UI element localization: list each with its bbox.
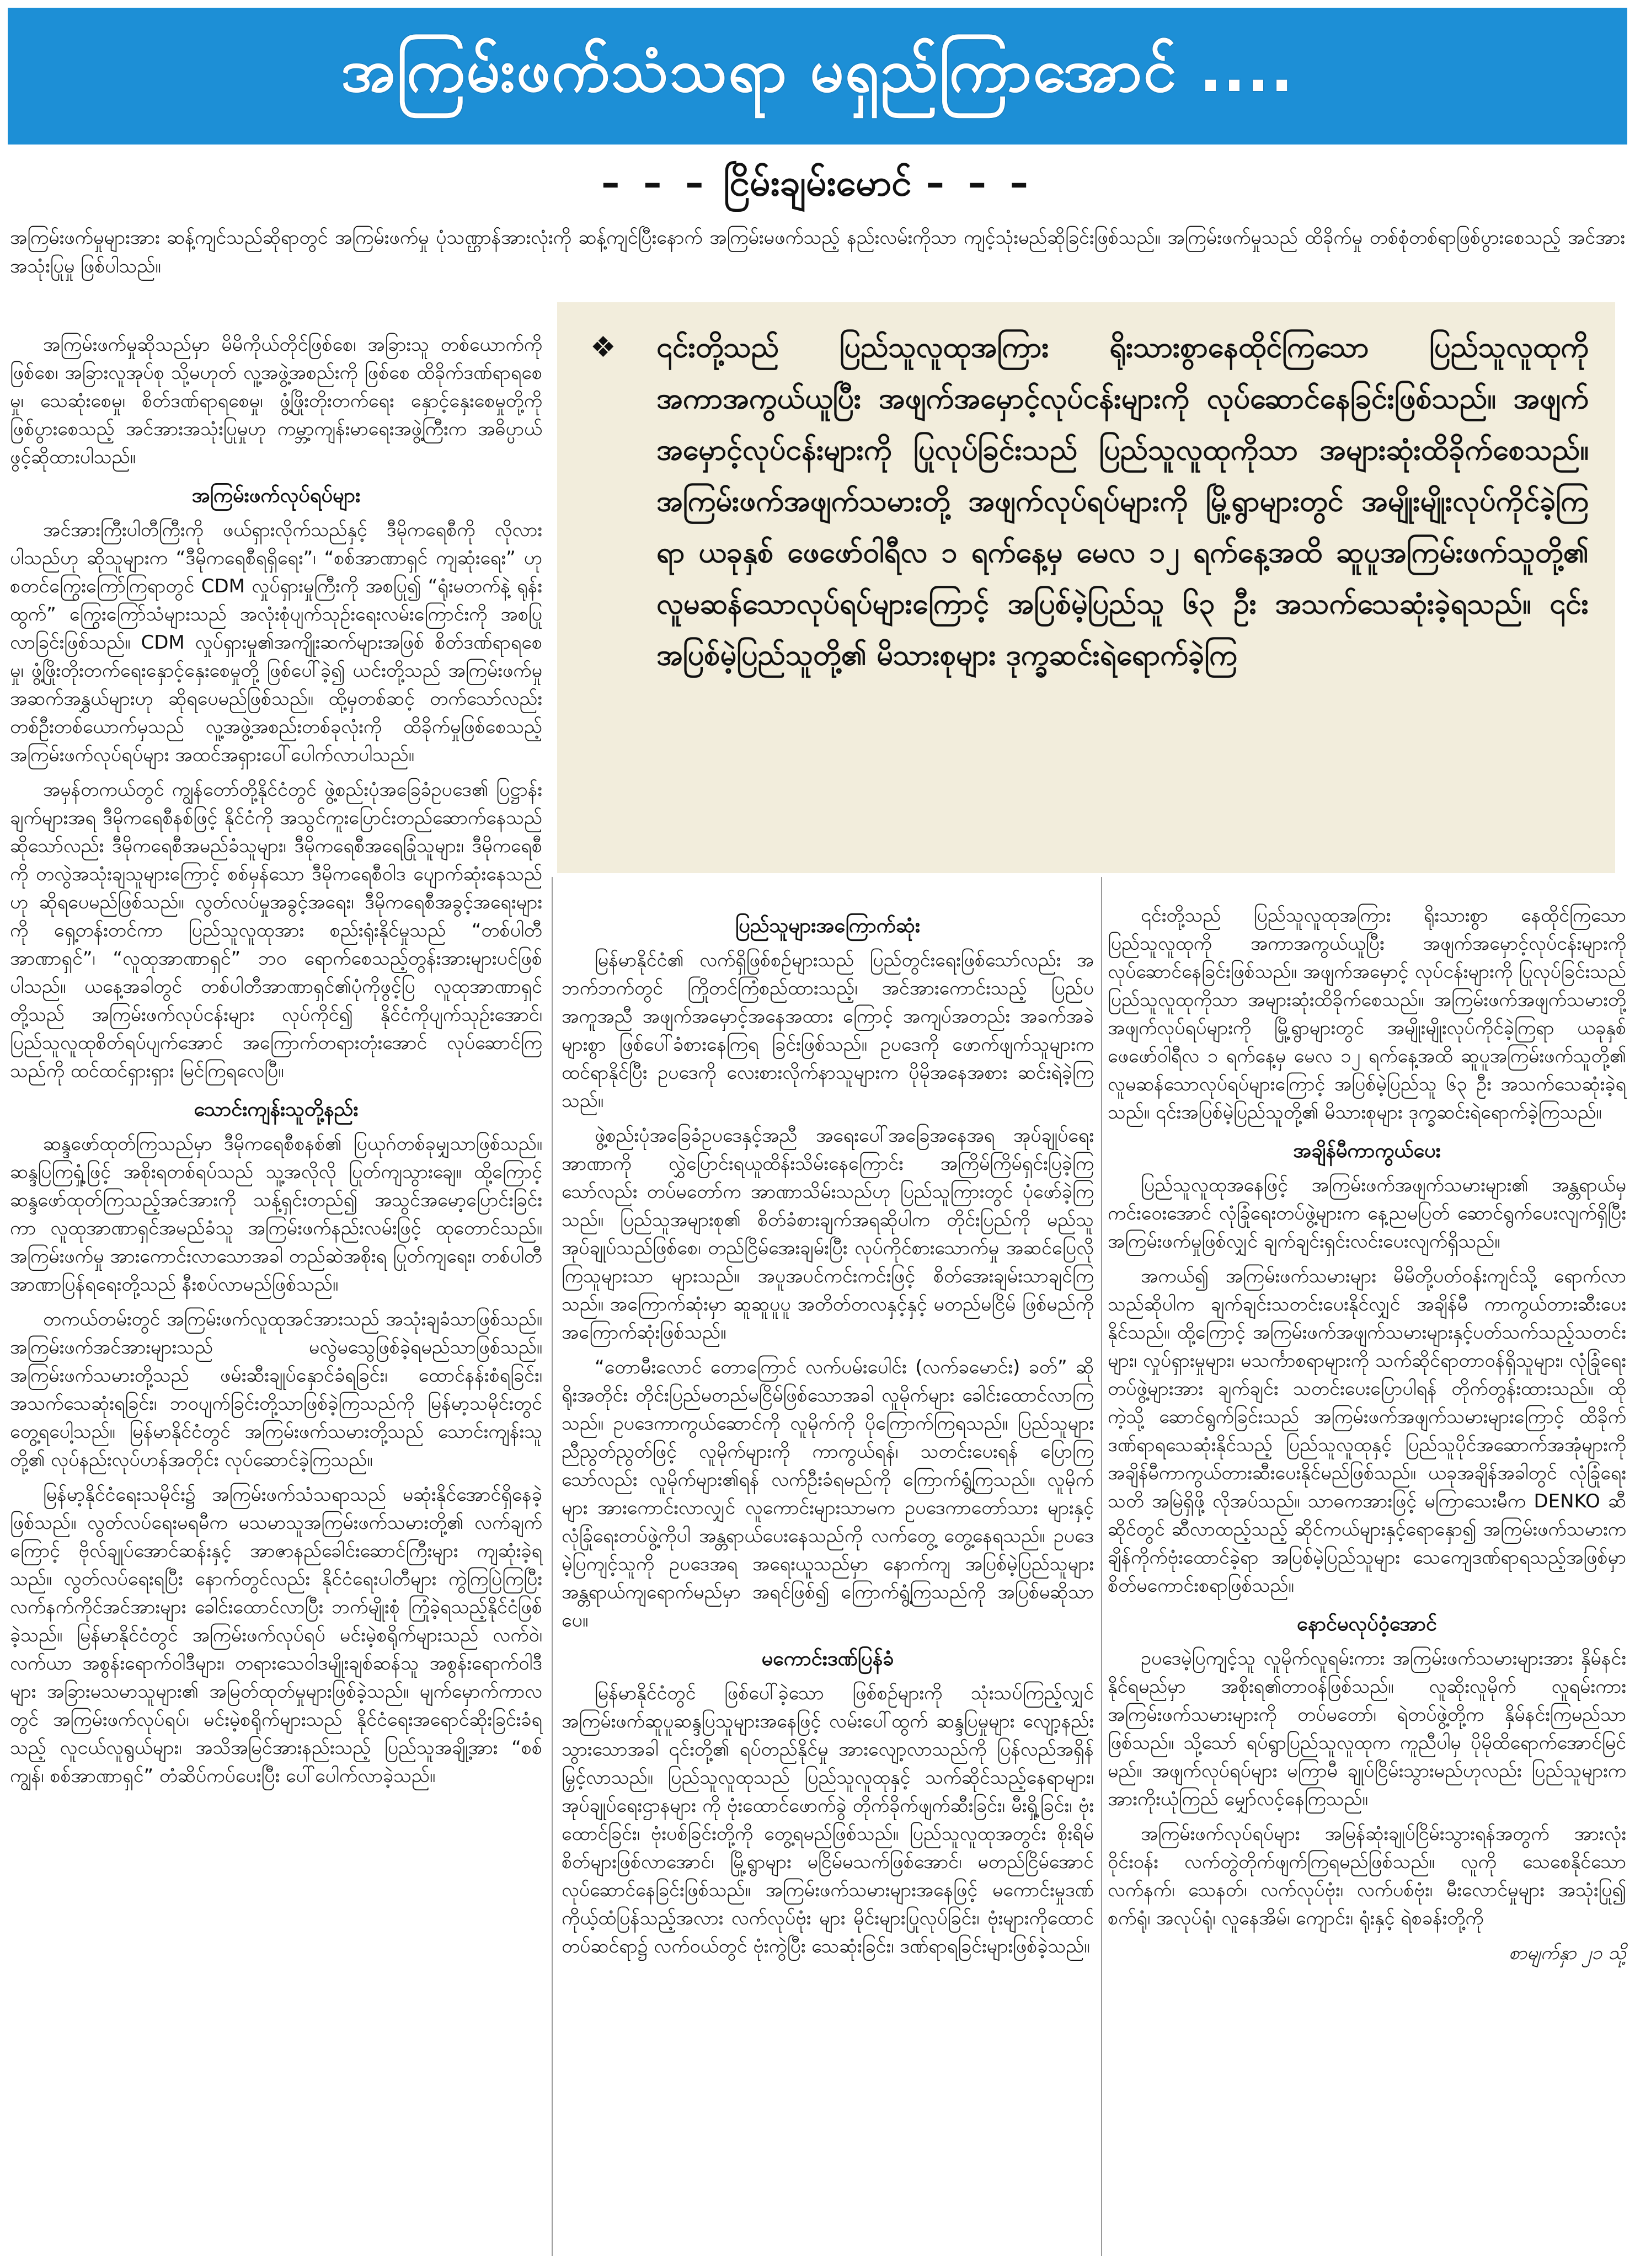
paragraph: မြန်မာ့နိုင်ငံရေးသမိုင်း၌ အကြမ်းဖက်သံသရာသည် မဆုံးနိုင်အောင်ရှိနေခဲ့ဖြစ်သည်။ လွတ်လပ်ရေးမရမီက မသမာသူအကြမ်းဖက်သမားတို့၏ လက်ချက်ကြောင့် ဗိုလ်ချုပ်အောင်ဆန်းနှင့် အာဇာနည်ခေါင်းဆောင်ကြီးများ ကျဆုံးခဲ့ရသည်။ လွတ်လပ်ရေးရပြီး နောက်တွင်လည်း နိုင်ငံရေးပါတီများ ကွဲကြပြဲကြပြီး လက်နက်ကိုင်အင်အားများ ခေါင်းထောင်လာပြီး ဘက်မျိုးစုံ ကြုံခဲ့ရသည့်နိုင်ငံဖြစ်ခဲ့သည်။ မြန်မာနိုင်ငံတွင် အကြမ်းဖက်လုပ်ရပ် မင်းမဲ့စရိုက်များသည် လက်ဝဲ၊ လက်ယာ အစွန်းရောက်ဝါဒီများ၊ တရားသေဝါဒမျိုးချစ်ဆန်သူ အစွန်းရောက်ဝါဒီများ အခြားမသမာသူများ၏ အမြတ်ထုတ်မှုများဖြစ်ခဲ့သည်။ မျက်မှောက်ကာလတွင် အကြမ်းဖက်လုပ်ရပ်၊ မင်းမဲ့စရိုက်များသည် နိုင်ငံရေးအရောင်ဆိုးခြင်းခံရသည့် လူငယ်လူရွယ်များ၊ အသိအမြင်အားနည်းသည့် ပြည်သူအချို့အား “စစ်ကျွန်၊ စစ်အာဏာရှင်” တံဆိပ်ကပ်ပေးပြီး ပေါ်ပေါက်လာခဲ့သည်။: [10, 1484, 542, 1787]
pull-quote-text: ၎င်းတို့သည် ပြည်သူလူထုအကြား ရိုးသားစွာနေထိုင်ကြသော ပြည်သူလူထုကို အကာအကွယ်ယူပြီး အဖျက်အမှောင့်လုပ်ငန်းများကို လုပ်ဆောင်နေခြင်းဖြစ်သည်။ အဖျက်အမှောင့်လုပ်ငန်းများကို ပြုလုပ်ခြင်းသည် ပြည်သူလူထုကိုသာ အများဆုံးထိခိုက်စေသည်။ အကြမ်းဖက်အဖျက်သမားတို့ အဖျက်လုပ်ရပ်များကို မြို့ရွာများတွင် အမျိုးမျိုးလုပ်ကိုင်ခဲ့ကြရာ ယခုနှစ် ဖေဖော်ဝါရီလ ၁ ရက်နေ့မှ မေလ ၁၂ ရက်နေ့အထိ ဆူပူအကြမ်းဖက်သူတို့၏ လူမဆန်သောလုပ်ရပ်များကြောင့် အပြစ်မဲ့ပြည်သူ ၆၃ ဦး အသက်သေဆုံးခဲ့ရသည်။ ၎င်းအပြစ်မဲ့ပြည်သူတို့၏ မိသားစုများ ဒုက္ခဆင်းရဲရောက်ခဲ့ကြ: [656, 331, 1589, 672]
author-name: ငြိမ်းချမ်းမောင်: [723, 162, 912, 204]
section-heading: မကောင်းဒဏ်ပြန်ခံ: [761, 1647, 894, 1670]
paragraph: ဖွဲ့စည်းပုံအခြေခံဥပဒေနှင့်အညီ အရေးပေါ်အခြေအနေအရ အုပ်ချုပ်ရေးအာဏာကို လွှဲပြောင်းရယူထိန်းသိမ်းနေကြောင်း အကြိမ်ကြိမ်ရှင်းပြခဲ့ကြသော်လည်း တပ်မတော်က အာဏာသိမ်းသည်ဟု ပြည်သူကြားတွင် ပုံဖော်ခဲ့ကြသည်။ ပြည်သူအများစု၏ စိတ်ခံစားချက်အရဆိုပါက တိုင်းပြည်ကို မည်သူအုပ်ချုပ်သည်ဖြစ်စေ၊ တည်ငြိမ်အေးချမ်းပြီး လုပ်ကိုင်စားသောက်မှု အဆင်ပြေလိုကြသူများသာ များသည်။ အပူအပင်ကင်းကင်းဖြင့် စိတ်အေးချမ်းသာချင်ကြသည်။ အကြောက်ဆုံးမှာ ဆူဆူပူပူ အတိတ်တလနှင့်နှင့် မတည်မငြိမ် ဖြစ်မည်ကို အကြောက်ဆုံးဖြစ်သည်။: [562, 1125, 1094, 1344]
paragraph: “တောမီးလောင် တောကြောင် လက်ပမ်းပေါင်း (လက်ခမောင်း) ခတ်” ဆိုရိုးအတိုင်း တိုင်းပြည်မတည်မငြိမ်ဖြစ်သောအခါ လူမိုက်များ ခေါင်းထောင်လာကြသည်။ ဥပဒေကာကွယ်ဆောင်ကို လူမိုက်ကို ပိုကြောက်ကြရသည်။ ပြည်သူများ ညီညွတ်ညွတ်ဖြင့် လူမိုက်များကို ကာကွယ်ရန်၊ သတင်းပေးရန် ပြောကြသော်လည်း လူမိုက်များ၏ရန် လက်ဦးခံရမည်ကို ကြောက်ရွံ့ကြသည်။ လူမိုက်များ အားကောင်းလာလျှင် လူကောင်းများသာမက ဥပဒေကာတော်သား များနှင့် လုံခြုံရေးတပ်ဖွဲ့ကိုပါ အန္တရာယ်ပေးနေသည်ကို လက်တွေ့ တွေ့နေရသည်။ ဥပဒေမဲ့ပြကျင့်သူကို ဥပဒေအရ အရေးယူသည်မှာ နောက်ကျ အပြစ်မဲ့ပြည်သူများ အန္တရာယ်ကျရောက်မည်မှာ အရင်ဖြစ်၍ ကြောက်ရွံ့ကြသည်ကို အပြစ်မဆိုသာပေ။: [562, 1356, 1094, 1632]
paragraph: အကယ်၍ အကြမ်းဖက်သမားများ မိမိတို့ပတ်ဝန်းကျင်သို့ ရောက်လာသည်ဆိုပါက ချက်ချင်းသတင်းပေးနိုင်လျှင် အချိန်မီ ကာကွယ်တားဆီးပေးနိုင်သည်။ ထို့ကြောင့် အကြမ်းဖက်အဖျက်သမားများနှင့်ပတ်သက်သည့်သတင်းများ၊ လှုပ်ရှားမှုများ၊ မသင်္ကာစရာများကို သက်ဆိုင်ရာတာဝန်ရှိသူများ၊ လုံခြုံရေးတပ်ဖွဲ့များအား ချက်ချင်း သတင်းပေးပြောပါရန် တိုက်တွန်းထားသည်။ ထိုကဲ့သို့ ဆောင်ရွက်ခြင်းသည် အကြမ်းဖက်အဖျက်သမားများကြောင့် ထိခိုက်ဒဏ်ရာရသေဆုံးနိုင်သည့် ပြည်သူလူထုနှင့် ပြည်သူပိုင်အဆောက်အအုံများကို အချိန်မီကာကွယ်တားဆီးပေးနိုင်မည်ဖြစ်သည်။ ယခုအချိန်အခါတွင် လုံခြုံရေးသတိ အမြဲရှိဖို့ လိုအပ်သည်။ သာဓကအားဖြင့် မကြာသေးမီက DENKO ဆီဆိုင်တွင် ဆီလာထည့်သည့် ဆိုင်ကယ်များနှင့်ရောနှော၍ အကြမ်းဖက်သမားက ချိန်ကိုက်ဗုံးထောင်ခဲ့ရာ အပြစ်မဲ့ပြည်သူများ သေကျေဒဏ်ရာရသည့်အဖြစ်မှာ စိတ်မကောင်းစရာဖြစ်သည်။: [1108, 1265, 1626, 1597]
section-heading: နောင်မလုပ်ဝံ့အောင်: [1297, 1613, 1437, 1635]
section-heading: ပြည်သူများအကြောက်ဆုံး: [735, 914, 920, 937]
section-heading: အကြမ်းဖက်လုပ်ရပ်များ: [191, 484, 361, 507]
paragraph: ၎င်းတို့သည် ပြည်သူလူထုအကြား ရိုးသားစွာ နေထိုင်ကြသော ပြည်သူလူထုကို အကာအကွယ်ယူပြီး အဖျက်အမှောင့်လုပ်ငန်းများကို လုပ်ဆောင်နေခြင်းဖြစ်သည်။ အဖျက်အမှောင့် လုပ်ငန်းများကို ပြုလုပ်ခြင်းသည် ပြည်သူလူထုကိုသာ အများဆုံးထိခိုက်စေသည်။ အကြမ်းဖက်အဖျက်သမားတို့ အဖျက်လုပ်ရပ်များကို မြို့ရွာများတွင် အမျိုးမျိုးလုပ်ကိုင်ခဲ့ကြရာ ယခုနှစ် ဖေဖော်ဝါရီလ ၁ ရက်နေ့မှ မေလ ၁၂ ရက်နေ့အထိ ဆူပူအကြမ်းဖက်သူတို့၏ လူမဆန်သောလုပ်ရပ်များကြောင့် အပြစ်မဲ့ပြည်သူ ၆၃ ဦး အသက်သေဆုံးခဲ့ရသည်။ ၎င်းအပြစ်မဲ့ပြည်သူတို့၏ မိသားစုများ ဒုက္ခဆင်းရဲရောက်ခဲ့ကြသည်။: [1108, 905, 1626, 1124]
title-banner: [8, 8, 1627, 145]
paragraph: မြန်မာနိုင်ငံတွင် ဖြစ်ပေါ်ခဲ့သော ဖြစ်စဉ်များကို သုံးသပ်ကြည့်လျှင် အကြမ်းဖက်ဆူပူဆန္ဒပြသူများအနေဖြင့် လမ်းပေါ်ထွက် ဆန္ဒပြမှုများ လျော့နည်းသွားသောအခါ ၎င်းတို့၏ ရပ်တည်နိုင်မှု အားလျော့လာသည်ကို ပြန်လည်အရှိန်မြှင့်လာသည်။ ပြည်သူလူထုသည် ပြည်သူလူထုနှင့် သက်ဆိုင်သည့်နေရာများ၊ အုပ်ချုပ်ရေးဌာနများ ကို ဗုံးထောင်ဖောက်ခွဲ တိုက်ခိုက်ဖျက်ဆီးခြင်း၊ မီးရှို့ခြင်း၊ ဗုံးထောင်ခြင်း၊ ဗုံးပစ်ခြင်းတို့ကို တွေ့ရမည်ဖြစ်သည်။ ပြည်သူလူထုအတွင်း စိုးရိမ်စိတ်များဖြစ်လာအောင်၊ မြို့ရွာများ မငြိမ်မသက်ဖြစ်အောင်၊ မတည်ငြိမ်အောင် လုပ်ဆောင်နေခြင်းဖြစ်သည်။ အကြမ်းဖက်သမားများအနေဖြင့် မကောင်းမှုဒဏ် ကိုယ့်ထံပြန်သည့်အလား လက်လုပ်ဗုံး များ မိုင်းများပြုလုပ်ခြင်း၊ ဗုံးများကိုထောင် တပ်ဆင်ရာ၌ လက်ဝယ်တွင် ဗုံးကွဲပြီး သေဆုံးခြင်း၊ ဒဏ်ရာရခြင်းများဖြစ်ခဲ့သည်။: [562, 1682, 1094, 1957]
column-divider: [1101, 877, 1102, 2256]
section-heading: သောင်းကျန်းသူတို့နည်း: [194, 1098, 359, 1121]
section-heading: အချိန်မီကာကွယ်ပေး: [1293, 1140, 1441, 1162]
pull-quote-box: [557, 302, 1615, 873]
paragraph: ပြည်သူလူထုအနေဖြင့် အကြမ်းဖက်အဖျက်သမားများ၏ အန္တရာယ်မှ ကင်းဝေးအောင် လုံခြုံရေးတပ်ဖွဲ့များက နေ့ညမပြတ် ဆောင်ရွက်ပေးလျက်ရှိပြီး အကြမ်းဖက်မှုဖြစ်လျှင် ချက်ချင်းရှင်းလင်းပေးလျက်ရှိသည်။: [1108, 1174, 1626, 1253]
byline-dash-left: – – –: [601, 162, 709, 204]
paragraph: အကြမ်းဖက်မှုဆိုသည်မှာ မိမိကိုယ်တိုင်ဖြစ်စေ၊ အခြားသူ တစ်ယောက်ကိုဖြစ်စေ၊ အခြားလူအုပ်စု သို့မဟုတ် လူ့အဖွဲ့အစည်းကို ဖြစ်စေ ထိခိုက်ဒဏ်ရာရစေမှု၊ သေဆုံးစေမှု၊ စိတ်ဒဏ်ရာရစေမှု၊ ဖွံ့ဖြိုးတိုးတက်ရေး နှောင့်နှေးစေမှုတို့ကို ဖြစ်ပွားစေသည့် အင်အားအသုံးပြုမှုဟု ကမ္ဘာ့ကျန်းမာရေးအဖွဲ့ကြီးက အဓိပ္ပာယ်ဖွင့်ဆိုထားပါသည်။: [10, 334, 542, 468]
continued-on-page: စာမျက်နှာ ၂၁ သို့: [1508, 1942, 1626, 1964]
paragraph: အမှန်တကယ်တွင် ကျွန်တော်တို့နိုင်ငံတွင် ဖွဲ့စည်းပုံအခြေခံဥပဒေ၏ ပြဋ္ဌာန်းချက်များအရ ဒီမိုကရေစီနစ်ဖြင့် နိုင်ငံကို အသွင်ကူးပြောင်းတည်ဆောက်နေသည်ဆိုသော်လည်း ဒီမိုကရေစီအမည်ခံသူများ၊ ဒီမိုကရေစီအရေခြုံသူများ၊ ဒီမိုကရေစီကို တလွဲအသုံးချသူများကြောင့် စစ်မှန်သော ဒီမိုကရေစီဝါဒ ပျောက်ဆုံးနေသည်ဟု ဆိုရပေမည်ဖြစ်သည်။ လွတ်လပ်မှုအခွင့်အရေး၊ ဒီမိုကရေစီအခွင့်အရေးများကို ရှေ့တန်းတင်ကာ ပြည်သူလူထုအား စည်းရုံးနိုင်မှုသည် “တစ်ပါတီအာဏာရှင်”၊ “လူထုအာဏာရှင်” ဘဝ ရောက်စေသည့်တွန်းအားများပင်ဖြစ်ပါသည်။ ယနေ့အခါတွင် တစ်ပါတီအာဏာရှင်၏ပုံကိုဖွင့်ပြ လူထုအာဏာရှင်တို့သည် အကြမ်းဖက်လုပ်ငန်းများ လုပ်ကိုင်၍ နိုင်ငံကိုပျက်သုဉ်းအောင်၊ ပြည်သူလူထုစိတ်ရပ်ပျက်အောင် အကြောက်တရားတုံးအောင် လုပ်ဆောင်ကြသည်ကို ထင်ထင်ရှားရှား မြင်ကြရလေပြီ။: [10, 779, 542, 1082]
paragraph: အကြမ်းဖက်လုပ်ရပ်များ အမြန်ဆုံးချုပ်ငြိမ်းသွားရန်အတွက် အားလုံးဝိုင်းဝန်း လက်တွဲတိုက်ဖျက်ကြရမည်ဖြစ်သည်။ လူကို သေစေနိုင်သော လက်နက်၊ သေနတ်၊ လက်လုပ်ဗုံး၊ လက်ပစ်ဗုံး၊ မီးလောင်မှုများ အသုံးပြု၍ စက်ရုံ၊ အလုပ်ရုံ၊ လူနေအိမ်၊ ကျောင်း၊ ရုံးနှင့် ရဲစခန်းတို့ကို: [1108, 1823, 1626, 1929]
column-3: [1108, 902, 1626, 1967]
paragraph: ဆန္ဒဖော်ထုတ်ကြသည်မှာ ဒီမိုကရေစီစနစ်၏ ပြယုဂ်တစ်ခုမျှသာဖြစ်သည်။ ဆန္ဒပြကြရှုံ့ဖြင့် အစိုးရတစ်ရပ်သည် သူ့အလိုလို ပြုတ်ကျသွားချေ။ ထို့ကြောင့် ဆန္ဒဖော်ထုတ်ကြသည့်အင်အားကို သန့်ရှင်းတည်၍ အသွင်အမော့ပြောင်းခြင်းကာ လူထုအာဏာရှင်အမည်ခံသူ အကြမ်းဖက်နည်းလမ်းဖြင့် ထုတောင်သည်။ အကြမ်းဖက်မှု အားကောင်းလာသောအခါ တည်ဆဲအစိုးရ ပြုတ်ကျရေး၊ တစ်ပါတီအာဏာပြန်ရရေးတို့သည် နီးစပ်လာမည်ဖြစ်သည်။: [10, 1133, 542, 1296]
diamond-bullet-icon: ❖: [590, 331, 616, 364]
column-2: [562, 902, 1094, 1967]
paragraph: မြန်မာနိုင်ငံ၏ လက်ရှိဖြစ်စဉ်များသည် ပြည်တွင်းရေးဖြစ်သော်လည်း အဘက်ဘက်တွင် ကြိုတင်ကြံစည်ထားသည့်၊ အင်အားကောင်းသည့် ပြည်ပအကူအညီ အဖျက်အမှောင့်အနေအထား ကြောင့် အကျပ်အတည်း အခက်အခဲများစွာ ဖြစ်ပေါ်ခံစားနေကြရ ခြင်းဖြစ်သည်။ ဥပဒေကို ဖောက်ဖျက်သူများက ထင်ရာနိုင်ပြီး ဥပဒေကို လေးစားလိုက်နာသူများက ပိုမိုအနေအစား ဆင်းရဲခဲ့ကြသည်။: [562, 949, 1094, 1112]
column-divider: [552, 877, 553, 2256]
article-title: အကြမ်းဖက်သံသရာ မရှည်ကြာအောင် ....: [340, 36, 1295, 105]
column-1: [10, 331, 542, 1797]
author-byline: [0, 160, 1635, 213]
paragraph: ဥပဒေမဲ့ပြကျင့်သူ လူမိုက်လူရမ်းကား အကြမ်းဖက်သမားများအား နှိမ်နင်းနိုင်ရမည်မှာ အစိုးရ၏တာဝန်ဖြစ်သည်။ လူဆိုးလူမိုက် လူရမ်းကားအကြမ်းဖက်သမားများကို တပ်မတော်၊ ရဲတပ်ဖွဲ့တို့က နှိမ်နင်းကြမည်သာ ဖြစ်သည်။ သို့သော် ရပ်ရွာပြည်သူလူထုက ကူညီပါမှ ပိုမိုထိရောက်အောင်မြင်မည်။ အဖျက်လုပ်ရပ်များ မကြာမီ ချုပ်ငြိမ်းသွားမည်ဟုလည်း ပြည်သူများက အားကိုးယုံကြည် မျှော်လင့်နေကြသည်။: [1108, 1647, 1626, 1810]
paragraph: တကယ်တမ်းတွင် အကြမ်းဖက်လူထုအင်အားသည် အသုံးချခံသာဖြစ်သည်။ အကြမ်းဖက်အင်အားများသည် မလွဲမသွေဖြစ်ခဲ့ရမည်သာဖြစ်သည်။ အကြမ်းဖက်သမားတို့သည် ဖမ်းဆီးချုပ်နှောင်ခံရခြင်း၊ ထောင်နန်းစံရခြင်း၊ အသက်သေဆုံးရခြင်း၊ ဘဝပျက်ခြင်းတို့သာဖြစ်ခဲ့ကြသည်ကို မြန်မာ့သမိုင်းတွင် တွေ့ရပေါ့သည်။ မြန်မာနိုင်ငံတွင် အကြမ်းဖက်သမားတို့သည် သောင်းကျန်းသူတို့၏ လုပ်နည်းလုပ်ဟန်အတိုင်း လုပ်ဆောင်ခဲ့ကြသည်။: [10, 1308, 542, 1471]
byline-dash-right: – – –: [926, 162, 1034, 204]
paragraph: အင်အားကြီးပါတီကြီးကို ဖယ်ရှားလိုက်သည်နှင့် ဒီမိုကရေစီကို လိုလားပါသည်ဟု ဆိုသူများက “ဒီမိုကရေစီရရှိရေး”၊ “စစ်အာဏာရှင် ကျဆုံးရေး” ဟု စတင်ကြွေးကြော်ကြရာတွင် CDM လှုပ်ရှားမှုကြီးကို အစပြု၍ “ရုံးမတက်နဲ့ ရုန်းထွက်” ကြွေးကြော်သံများသည် အလုံးစုံပျက်သုဉ်းရေးလမ်းကြောင်းကို အစပြုလာခြင်းဖြစ်သည်။ CDM လှုပ်ရှားမှု၏အကျိုးဆက်များအဖြစ် စိတ်ဒဏ်ရာရစေမှု၊ ဖွံ့ဖြိုးတိုးတက်ရေးနှောင့်နှေးစေမှုတို့ ဖြစ်ပေါ်ခဲ့၍ ယင်းတို့သည် အကြမ်းဖက်မှုအဆက်အနွှယ်များဟု ဆိုရပေမည်ဖြစ်သည်။ ထို့မှတစ်ဆင့် တက်သော်လည်းတစ်ဦးတစ်ယောက်မှသည် လူ့အဖွဲ့အစည်းတစ်ခုလုံးကို ထိခိုက်မှုဖြစ်စေသည့် အကြမ်းဖက်လုပ်ရပ်များ အထင်အရှားပေါ်ပေါက်လာပါသည်။: [10, 519, 542, 766]
lead-paragraph: အကြမ်းဖက်မှုများအား ဆန့်ကျင်သည်ဆိုရာတွင် အကြမ်းဖက်မှု ပုံသဏ္ဌာန်အားလုံးကို ဆန့်ကျင်ပြီးနောက် အကြမ်းမဖက်သည့် နည်းလမ်းကိုသာ ကျင့်သုံးမည်ဆိုခြင်းဖြစ်သည်။ အကြမ်းဖက်မှုသည် ထိခိုက်မှု တစ်စုံတစ်ရာဖြစ်ပွားစေသည့် အင်အားအသုံးပြုမှု ဖြစ်ပါသည်။: [10, 227, 1625, 277]
